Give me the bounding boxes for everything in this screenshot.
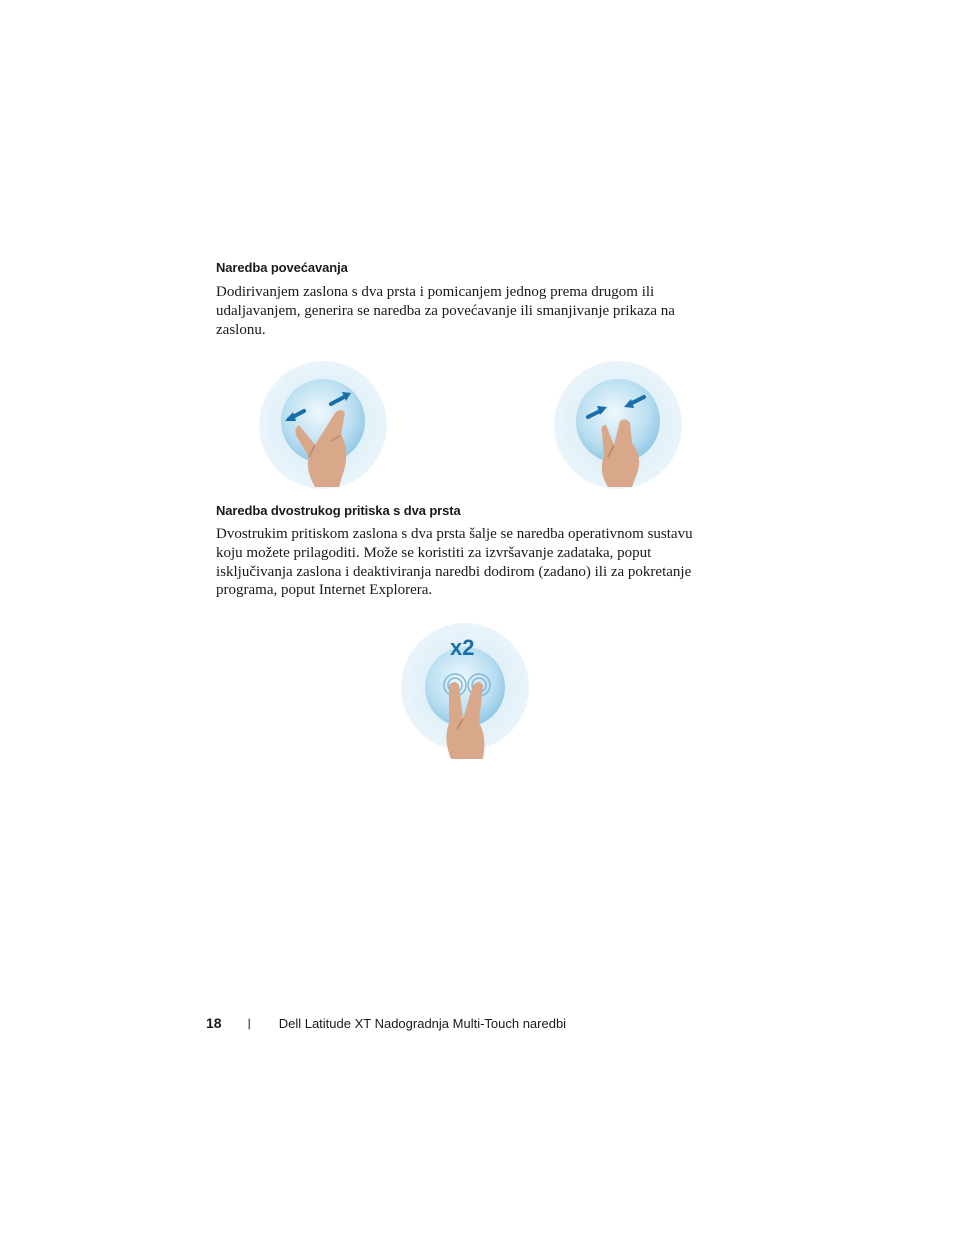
zoom-spread-illustration bbox=[257, 359, 389, 491]
page-footer bbox=[206, 1015, 566, 1031]
section-text-zoom: Dodirivanjem zaslona s dva prsta i pomicanjem jednog prema drugom ili udaljavanjem, generira se naredba za povećavanje ili smanjivanje prikaza na zaslonu. bbox=[216, 284, 675, 338]
double-tap-illustration bbox=[399, 623, 531, 763]
section-text-double-tap: Dvostrukim pritiskom zaslona s dva prsta šalje se naredba operativnom sustavu koju možete prilagoditi. Može se koristiti za izvršavanje zadataka, poput isključivanja zaslona i deaktiviranja naredbi dodirom (zadano) ili za pokretanje programa, poput Internet Explorera. bbox=[216, 526, 693, 599]
double-tap-label: x2 bbox=[450, 635, 475, 660]
footer-title: Dell Latitude XT Nadogradnja Multi-Touch naredbi bbox=[278, 1015, 567, 1031]
zoom-pinch-illustration bbox=[552, 359, 684, 491]
section-heading-zoom: Naredba povećavanja bbox=[216, 260, 348, 275]
section-heading-double-tap: Naredba dvostrukog pritiska s dva prsta bbox=[216, 503, 461, 518]
page-number: 18 bbox=[206, 1015, 222, 1031]
footer-separator: | bbox=[247, 1016, 251, 1030]
